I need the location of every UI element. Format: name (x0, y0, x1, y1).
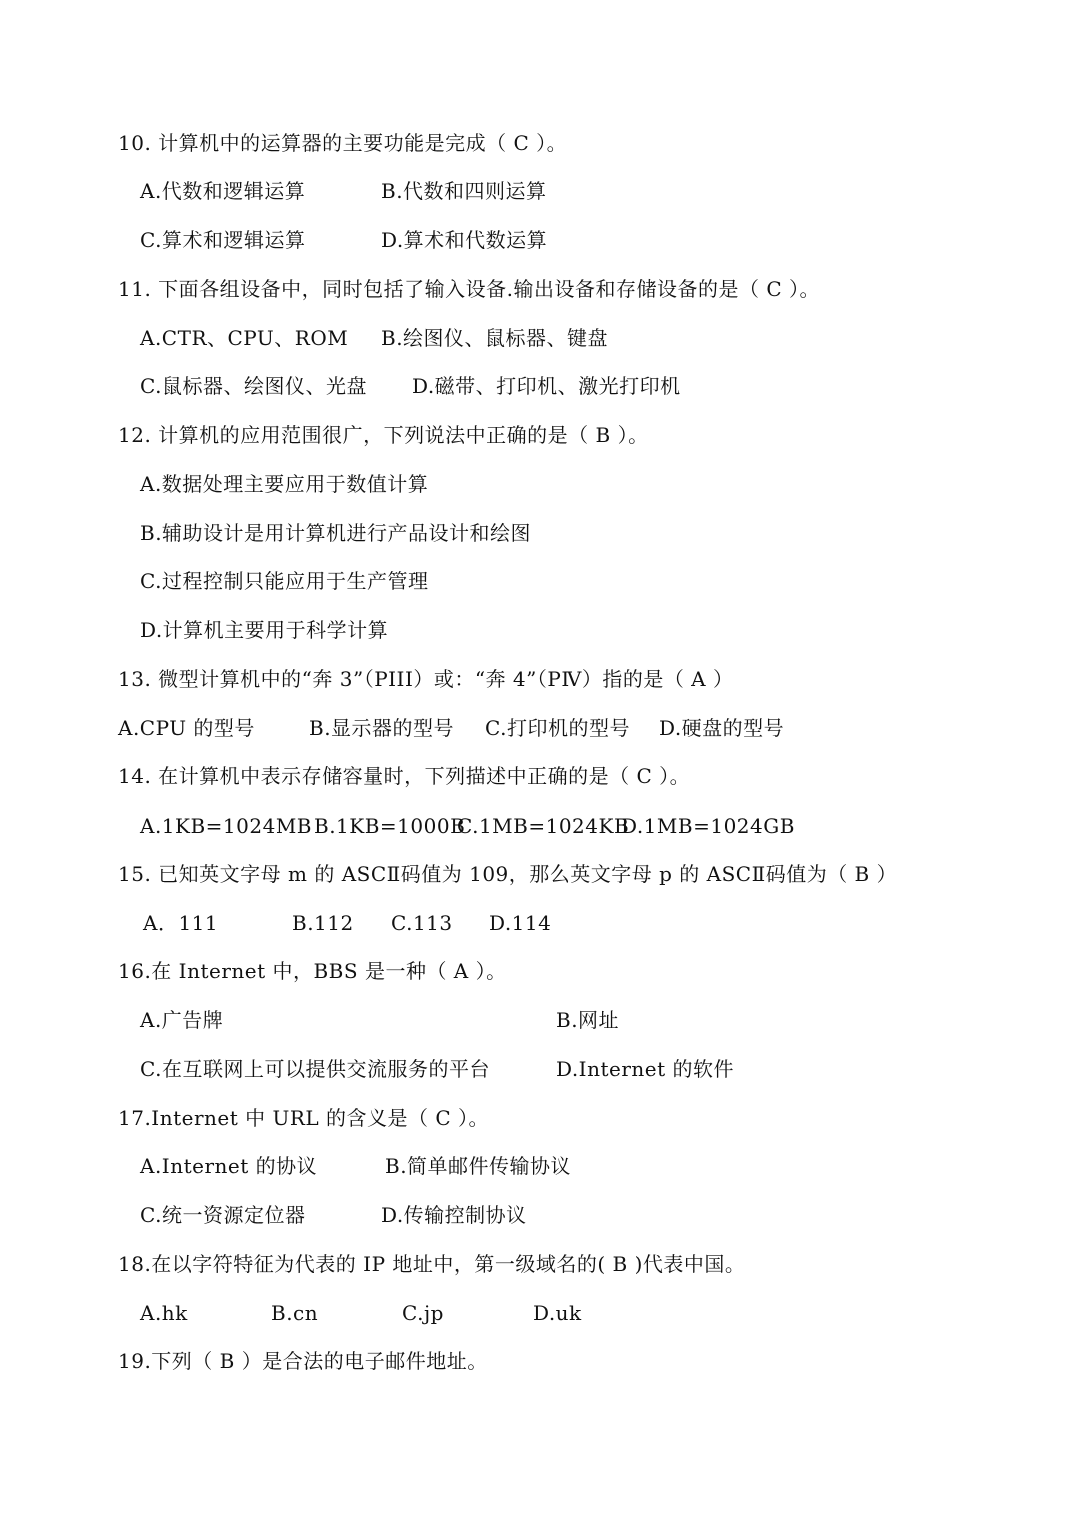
option-a: A.hk (140, 1301, 188, 1325)
option-b: B.112 (292, 911, 354, 935)
option-a: A.CTR、CPU、ROM (140, 326, 349, 350)
question-stem: 13. 微型计算机中的“奔 3”（PIII）或：“奔 4”（PⅣ）指的是（ A ） (118, 667, 734, 691)
option-a: A.广告牌 (140, 1008, 224, 1032)
option-a: A．111 (143, 911, 219, 935)
option-b: B.cn (271, 1301, 319, 1325)
option-b: B.简单邮件传输协议 (385, 1154, 572, 1178)
option-a: A.CPU 的型号 (118, 716, 255, 740)
option-b: B.绘图仪、鼠标器、键盘 (381, 326, 609, 350)
option-c: C.统一资源定位器 (140, 1203, 306, 1227)
question-stem: 16.在 Internet 中，BBS 是一种（ A ）。 (118, 959, 507, 983)
question-stem: 12. 计算机的应用范围很广，下列说法中正确的是（ B ）。 (118, 423, 649, 447)
option-d: D.计算机主要用于科学计算 (140, 618, 389, 642)
option-c: C.113 (391, 911, 453, 935)
option-d: D.1MB=1024GB (621, 814, 795, 838)
option-b: B.辅助设计是用计算机进行产品设计和绘图 (140, 521, 532, 545)
option-c: C.算术和逻辑运算 (140, 228, 306, 252)
option-a: A.数据处理主要应用于数值计算 (140, 472, 429, 496)
option-c: C.过程控制只能应用于生产管理 (140, 569, 429, 593)
option-c: C.jp (402, 1301, 444, 1325)
option-d: D.uk (533, 1301, 582, 1325)
question-stem: 10. 计算机中的运算器的主要功能是完成（ C ）。 (118, 131, 568, 155)
option-d: D.硬盘的型号 (659, 716, 785, 740)
question-stem: 14. 在计算机中表示存储容量时，下列描述中正确的是（ C ）。 (118, 764, 691, 788)
option-b: B.代数和四则运算 (381, 179, 547, 203)
question-stem: 18.在以字符特征为代表的 IP 地址中，第一级域名的( B )代表中国。 (118, 1252, 746, 1276)
option-b: B.网址 (556, 1008, 620, 1032)
option-c: C.鼠标器、绘图仪、光盘 (140, 374, 367, 398)
option-a: A.代数和逻辑运算 (140, 179, 306, 203)
option-a: A.Internet 的协议 (140, 1154, 318, 1178)
option-b: B.1KB=1000B (314, 814, 466, 838)
option-c: C.在互联网上可以提供交流服务的平台 (140, 1057, 490, 1081)
option-b: B.显示器的型号 (309, 716, 455, 740)
option-c: C.1MB=1024KB (457, 814, 630, 838)
option-d: D.Internet 的软件 (556, 1057, 735, 1081)
option-d: D.114 (489, 911, 552, 935)
option-c: C.打印机的型号 (485, 716, 630, 740)
question-stem: 11. 下面各组设备中，同时包括了输入设备.输出设备和存储设备的是（ C ）。 (118, 277, 821, 301)
option-d: D.磁带、打印机、激光打印机 (412, 374, 681, 398)
question-stem: 17.Internet 中 URL 的含义是（ C ）。 (118, 1106, 490, 1130)
question-stem: 19.下列（ B ）是合法的电子邮件地址。 (118, 1349, 488, 1373)
option-a: A.1KB=1024MB (140, 814, 312, 838)
option-d: D.算术和代数运算 (381, 228, 548, 252)
question-stem: 15. 已知英文字母 m 的 ASCⅡ码值为 109，那么英文字母 p 的 ASCⅡ码值为（ B ） (118, 862, 898, 886)
option-d: D.传输控制协议 (381, 1203, 527, 1227)
